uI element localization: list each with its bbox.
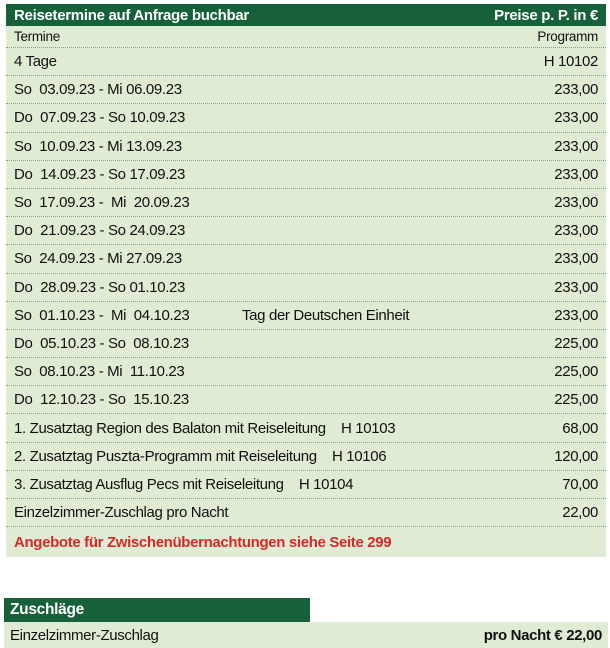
row-price: 233,00 xyxy=(554,194,598,212)
table-row xyxy=(6,471,606,499)
price-header: Preise p. P. in € xyxy=(494,6,598,24)
row-price: 233,00 xyxy=(554,137,598,155)
row-price: 68,00 xyxy=(562,419,598,437)
table-row xyxy=(6,48,606,76)
row-label: Do 07.09.23 - So 10.09.23 xyxy=(14,109,186,127)
column-headers xyxy=(6,26,606,48)
table-row xyxy=(6,414,606,442)
table-body xyxy=(6,26,606,557)
row-price: 225,00 xyxy=(554,391,598,409)
row-price: 233,00 xyxy=(554,306,598,324)
row-label: Do 28.09.23 - So 01.10.23 xyxy=(14,278,186,296)
surcharges-section xyxy=(4,598,608,648)
row-label: So 17.09.23 - Mi 20.09.23 xyxy=(14,194,190,212)
row-label: Do 12.10.23 - So 15.10.23 xyxy=(14,391,189,409)
row-label: So 08.10.23 - Mi 11.10.23 xyxy=(14,363,185,381)
column-header-program: Programm xyxy=(537,29,598,44)
row-label: 4 Tage xyxy=(14,53,57,71)
row-price: 233,00 xyxy=(554,278,598,296)
row-price: 233,00 xyxy=(554,222,598,240)
row-price: 225,00 xyxy=(554,363,598,381)
table-row xyxy=(6,217,606,245)
notice-text: Angebote für Zwischenübernachtungen siehe Seite 299 xyxy=(14,533,392,551)
table-header-bar xyxy=(6,4,606,26)
table-row xyxy=(6,133,606,161)
table-row xyxy=(6,302,606,330)
row-label: 1. Zusatztag Region des Balaton mit Reiseleitung H 10103 xyxy=(14,419,396,437)
surcharge-label: Einzelzimmer-Zuschlag xyxy=(10,626,159,644)
table-title: Reisetermine auf Anfrage buchbar xyxy=(14,6,249,24)
table-row xyxy=(6,245,606,273)
table-row xyxy=(6,330,606,358)
row-price: 225,00 xyxy=(554,334,598,352)
row-price: H 10102 xyxy=(543,53,598,71)
row-label: Einzelzimmer-Zuschlag pro Nacht xyxy=(14,504,229,522)
row-price: 70,00 xyxy=(562,475,598,493)
row-label: Do 21.09.23 - So 24.09.23 xyxy=(14,222,186,240)
surcharges-title: Zuschläge xyxy=(4,598,310,622)
table-row xyxy=(6,104,606,132)
table-row xyxy=(6,274,606,302)
table-row xyxy=(6,358,606,386)
row-label: Do 05.10.23 - So 08.10.23 xyxy=(14,334,189,352)
table-row xyxy=(6,499,606,527)
row-price: 233,00 xyxy=(554,250,598,268)
table-row xyxy=(6,76,606,104)
row-price: 233,00 xyxy=(554,109,598,127)
table-row xyxy=(6,386,606,414)
row-label: 2. Zusatztag Puszta-Programm mit Reiseleitung H 10106 xyxy=(14,447,387,465)
table-row xyxy=(6,443,606,471)
row-note: Tag der Deutschen Einheit xyxy=(242,306,410,324)
row-label: So 03.09.23 - Mi 06.09.23 xyxy=(14,81,182,99)
row-price: 233,00 xyxy=(554,165,598,183)
travel-dates-table xyxy=(6,4,606,557)
row-price: 233,00 xyxy=(554,81,598,99)
table-row xyxy=(6,161,606,189)
row-label: So 01.10.23 - Mi 04.10.23 xyxy=(14,306,190,324)
column-header-dates: Termine xyxy=(14,29,60,44)
table-rows xyxy=(6,48,606,527)
row-label: So 24.09.23 - Mi 27.09.23 xyxy=(14,250,182,268)
surcharge-value: pro Nacht € 22,00 xyxy=(483,626,602,644)
row-label: 3. Zusatztag Ausflug Pecs mit Reiseleitung H 10104 xyxy=(14,475,354,493)
row-price: 22,00 xyxy=(562,504,598,522)
row-label: Do 14.09.23 - So 17.09.23 xyxy=(14,165,186,183)
table-row xyxy=(6,189,606,217)
row-label: So 10.09.23 - Mi 13.09.23 xyxy=(14,137,182,155)
surcharge-row xyxy=(4,622,608,648)
row-price: 120,00 xyxy=(554,447,598,465)
